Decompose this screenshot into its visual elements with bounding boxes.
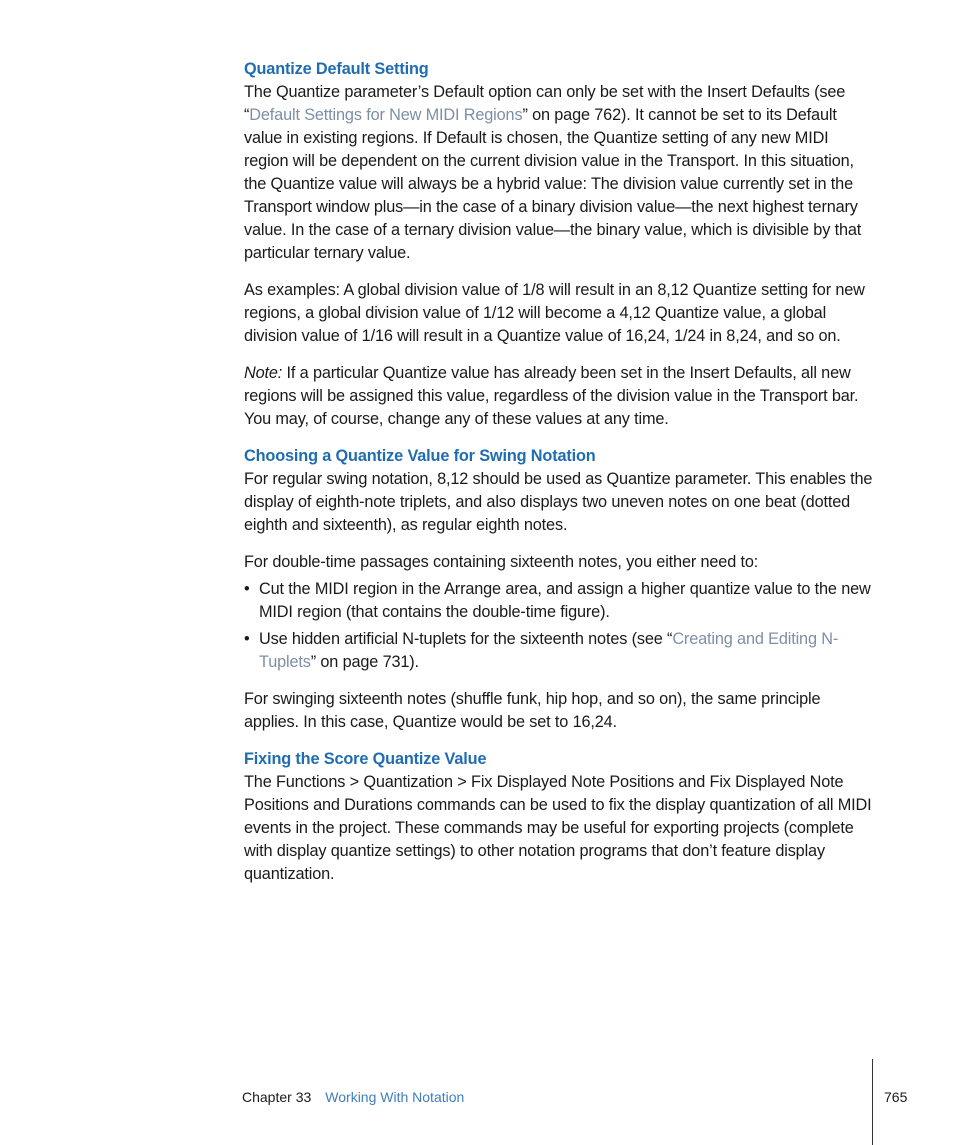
note-label: Note:: [244, 364, 283, 382]
page-content: [244, 58, 874, 886]
paragraph-fixing: The Functions > Quantization > Fix Displayed Note Positions and Fix Displayed Note Positions and Durations commands can be used to fix the display quantization of all MIDI events in the project. These commands may be useful for exporting projects (complete with display quantize settings) to other notation programs that don’t feature display quantization.: [244, 773, 872, 883]
section-heading-fixing: Fixing the Score Quantize Value: [244, 750, 487, 768]
bullet-marker: •: [244, 580, 250, 598]
text-segment: The Quantize parameter’s Default option can only be set with the Insert Defaults (see “: [244, 83, 846, 124]
note-text: If a particular Quantize value has already been set in the Insert Defaults, all new regions will be assigned this value, regardless of the division value in the Transport bar. You may, of course, change any of these values at any time.: [244, 364, 859, 428]
page-number: 765: [884, 1089, 908, 1105]
list-item: [244, 578, 874, 624]
footer-chapter-title[interactable]: Working With Notation: [325, 1089, 465, 1105]
footer-divider: [872, 1059, 873, 1145]
bullet-marker: •: [244, 630, 250, 648]
link-n-tuplets[interactable]: Creating and Editing N-Tuplets: [259, 630, 839, 671]
paragraph-swinging-sixteenth: For swinging sixteenth notes (shuffle funk, hip hop, and so on), the same principle applies. In this case, Quantize would be set to 16,24.: [244, 690, 821, 731]
list-item-text: Cut the MIDI region in the Arrange area, and assign a higher quantize value to the new MIDI region (that contains the double-time figure).: [259, 580, 871, 621]
paragraph-swing-regular: For regular swing notation, 8,12 should be used as Quantize parameter. This enables the display of eighth-note triplets, and also displays two uneven notes on one beat (dotted eighth and sixteenth), as regular eighth notes.: [244, 470, 873, 534]
paragraph-examples: As examples: A global division value of 1/8 will result in an 8,12 Quantize setting for new regions, a global division value of 1/12 will become a 4,12 Quantize value, a global division value of 1/16 will result in a Quantize value of 16,24, 1/24 in 8,24, and so on.: [244, 281, 865, 345]
link-default-settings[interactable]: Default Settings for New MIDI Regions: [249, 106, 523, 124]
paragraph-double-time: For double-time passages containing sixteenth notes, you either need to:: [244, 553, 759, 571]
list-item: [244, 628, 874, 674]
section-heading-default-setting: Quantize Default Setting: [244, 60, 429, 78]
text-segment: Use hidden artificial N-tuplets for the sixteenth notes (see “: [259, 630, 673, 648]
page-footer: [242, 1088, 464, 1106]
paragraph-default-setting: [244, 81, 874, 265]
footer-chapter: Chapter 33: [242, 1089, 312, 1105]
text-segment: ” on page 762). It cannot be set to its Default value in existing regions. If Default is chosen, the Quantize setting of any new MIDI region will be dependent on the current division value in the Transport. In this situation, the Quantize value will always be a hybrid value: The division value currently set in the Transport window plus—in the case of a binary division value—the next highest ternary value. In the case of a ternary division value—the binary value, which is divisible by that particular ternary value.: [244, 106, 862, 262]
section-heading-swing: Choosing a Quantize Value for Swing Notation: [244, 447, 596, 465]
note-paragraph: [244, 362, 874, 431]
text-segment: ” on page 731).: [310, 653, 419, 671]
bullet-list: [244, 578, 874, 674]
